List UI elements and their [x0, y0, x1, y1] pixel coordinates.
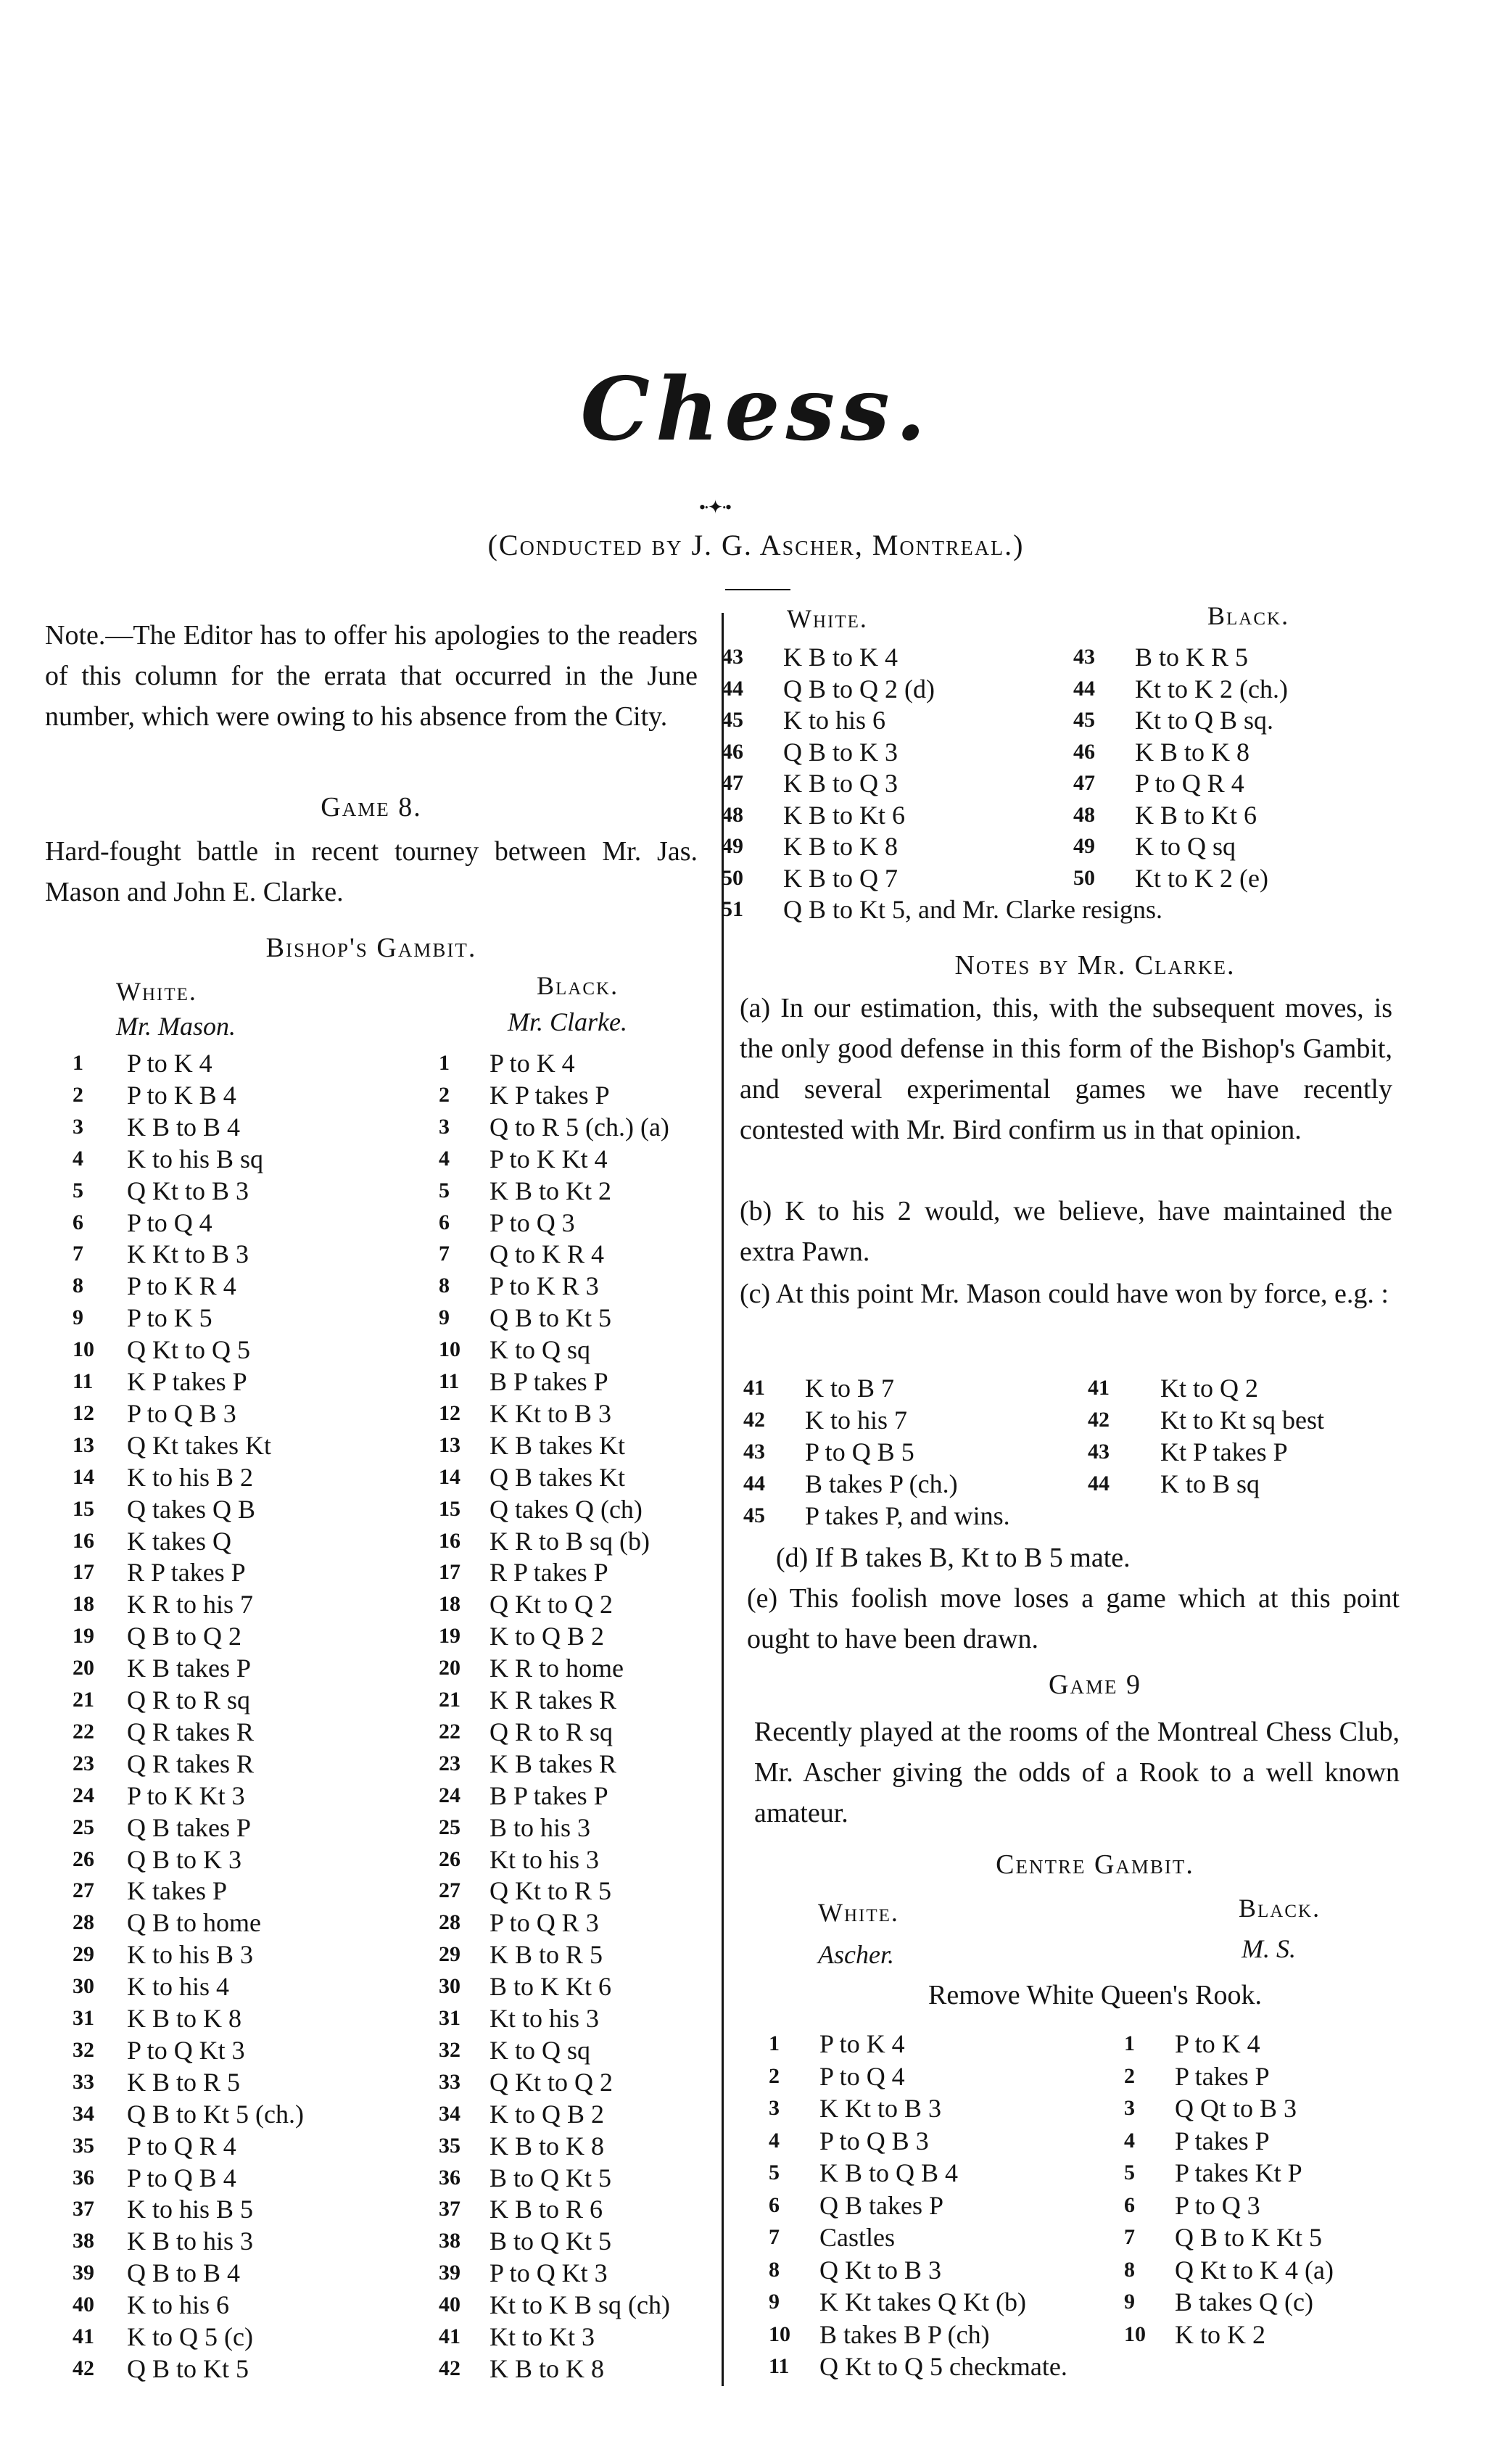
- move-number: 42: [73, 2356, 94, 2380]
- white-move: Q B to Q 2 (d): [783, 674, 935, 703]
- move-number: 40: [73, 2293, 94, 2317]
- white-move: Q R takes R: [127, 1749, 254, 1778]
- white-move: Q Kt to B 3: [127, 1176, 249, 1205]
- column-title: Chess.: [580, 358, 932, 461]
- white-move: K to B 7: [805, 1374, 895, 1403]
- game-8-intro: Hard-fought battle in recent tourney between Mr. Jas. Mason and John E. Clarke.: [45, 836, 698, 907]
- white-move: K to his 6: [783, 706, 886, 735]
- black-move: Kt P takes P: [1160, 1437, 1288, 1466]
- black-move: Q B to K Kt 5: [1175, 2223, 1323, 2252]
- move-number: 2: [73, 1082, 83, 1107]
- move-number: 49: [722, 834, 743, 858]
- black-move: P to K Kt 4: [489, 1144, 608, 1173]
- black-move: P to K 4: [1175, 2029, 1260, 2058]
- move-number: 11: [769, 2354, 790, 2378]
- white-move: P to Q B 5: [805, 1437, 914, 1466]
- move-number: 8: [439, 1274, 450, 1298]
- white-move: Q B to Q 2: [127, 1622, 242, 1651]
- black-move: Q Kt to Q 2: [489, 2067, 613, 2097]
- black-move: B P takes P: [489, 1780, 608, 1810]
- black-move: B takes Q (c): [1175, 2287, 1313, 2316]
- move-number: 12: [439, 1400, 460, 1425]
- white-move: P to K R 4: [127, 1271, 236, 1301]
- move-number: 13: [439, 1432, 460, 1457]
- move-number: 33: [439, 2069, 460, 2094]
- move-number: 5: [1124, 2161, 1135, 2184]
- move-number: 48: [722, 802, 743, 827]
- white-move: K to his 7: [805, 1406, 908, 1435]
- move-number: 41: [439, 2324, 460, 2348]
- move-number: 4: [1124, 2128, 1135, 2153]
- black-move: Kt to Kt sq best: [1160, 1406, 1325, 1435]
- move-number: 43: [1088, 1440, 1110, 1464]
- white-move: Q B to K 3: [127, 1844, 242, 1874]
- move-number: 3: [439, 1114, 450, 1139]
- move-number: 8: [1124, 2257, 1135, 2282]
- note-d: (d) If B takes B, Kt to B 5 mate.: [776, 1543, 1131, 1573]
- move-number: 10: [439, 1337, 460, 1362]
- white-move: K B to Q 7: [783, 863, 898, 893]
- black-move: P to Q 3: [1175, 2190, 1260, 2220]
- move-number: 50: [1073, 865, 1095, 890]
- move-number: 1: [769, 2031, 780, 2055]
- move-number: 36: [73, 2165, 94, 2190]
- game-8-black-player: Mr. Clarke.: [508, 1007, 627, 1036]
- white-move: K B to his 3: [127, 2227, 254, 2256]
- move-number: 1: [1124, 2031, 1135, 2055]
- move-number: 1: [73, 1051, 83, 1075]
- white-move: R P takes P: [127, 1558, 246, 1588]
- move-number: 30: [73, 1974, 94, 1999]
- game-9-white-player: Ascher.: [818, 1940, 894, 1969]
- move-number: 7: [1124, 2225, 1135, 2249]
- move-number: 41: [73, 2324, 94, 2348]
- game-9-white-label: White.: [818, 1898, 899, 1927]
- white-move: K B to Q B 4: [819, 2158, 959, 2187]
- white-move: Q R takes R: [127, 1717, 254, 1746]
- move-number: 32: [73, 2037, 94, 2062]
- move-number: 9: [1124, 2290, 1135, 2314]
- move-number: 38: [439, 2229, 460, 2253]
- move-number: 2: [769, 2063, 780, 2088]
- move-number: 9: [769, 2290, 780, 2314]
- black-move: Kt to K B sq (ch): [489, 2290, 670, 2320]
- move-number: 1: [439, 1051, 450, 1075]
- white-move: P to K B 4: [127, 1080, 236, 1110]
- white-move: K B takes P: [127, 1654, 251, 1683]
- move-number: 39: [73, 2261, 94, 2285]
- move-number: 14: [73, 1464, 94, 1489]
- move-number: 5: [73, 1178, 83, 1202]
- move-number: 43: [1073, 645, 1095, 669]
- move-number: 14: [439, 1464, 460, 1489]
- move-number: 4: [73, 1146, 83, 1171]
- black-move: Q B to Kt 5: [489, 1303, 612, 1333]
- white-move: K takes P: [127, 1876, 227, 1906]
- note-b: (b) K to his 2 would, we believe, have maintained the extra Pawn.: [740, 1196, 1392, 1267]
- white-move: Q B takes P: [819, 2190, 943, 2220]
- white-move: Q takes Q B: [127, 1494, 255, 1524]
- move-number: 6: [1124, 2192, 1135, 2217]
- move-number: 23: [73, 1751, 94, 1775]
- move-number: 40: [439, 2293, 460, 2317]
- black-move: P to Q Kt 3: [489, 2258, 608, 2288]
- black-move: P to K R 3: [489, 1271, 599, 1301]
- move-number: 9: [73, 1305, 83, 1330]
- white-move: P to Q 4: [819, 2061, 905, 2091]
- white-move: Q Kt to B 3: [819, 2255, 942, 2285]
- move-number: 39: [439, 2261, 460, 2285]
- move-number: 46: [722, 739, 743, 764]
- editor-note: Note.—The Editor has to offer his apologies to the readers of this column for the errata that occurred in the June number, which were owing to his absence from the City.: [45, 620, 698, 732]
- white-move: K B to Q 3: [783, 769, 898, 798]
- move-number: 26: [73, 1846, 94, 1871]
- move-number: 12: [73, 1400, 94, 1425]
- white-move: K to his B 5: [127, 2195, 254, 2224]
- move-number: 2: [1124, 2063, 1135, 2088]
- move-number: 6: [439, 1210, 450, 1234]
- black-move: Q Qt to B 3: [1175, 2094, 1297, 2123]
- black-move: Kt to Q 2: [1160, 1374, 1258, 1403]
- move-number: 28: [73, 1910, 94, 1935]
- move-number: 11: [439, 1369, 460, 1393]
- black-move: K Kt to B 3: [489, 1398, 612, 1428]
- game-9-moves: [769, 2028, 1465, 2390]
- move-number: 8: [769, 2257, 780, 2282]
- move-number: 22: [439, 1719, 460, 1744]
- move-number: 29: [73, 1942, 94, 1967]
- white-move: Q Kt to Q 5: [127, 1335, 250, 1365]
- black-move: Q to K R 4: [489, 1239, 605, 1269]
- move-number: 35: [73, 2133, 94, 2158]
- note-a: (a) In our estimation, this, with the subsequent moves, is the only good defense in this form of the Bishop's Gambit, and several experimental games we have recently contested with Mr. Bird confirm us in that opinion.: [740, 993, 1392, 1145]
- notes-heading: Notes by Mr. Clarke.: [954, 950, 1236, 981]
- move-number: 44: [743, 1472, 765, 1495]
- byline-rule: [725, 589, 790, 590]
- move-number: 8: [73, 1274, 83, 1298]
- white-move: B takes B P (ch): [819, 2319, 990, 2349]
- move-number: 27: [439, 1878, 460, 1903]
- move-number: 35: [439, 2133, 460, 2158]
- move-number: 23: [439, 1751, 460, 1775]
- black-move: K B to K 8: [489, 2353, 605, 2383]
- black-move: P to K 4: [489, 1049, 575, 1078]
- game-9-odds: Remove White Queen's Rook.: [928, 1980, 1262, 2010]
- white-move: K B to B 4: [127, 1112, 241, 1142]
- move-number: 24: [73, 1783, 94, 1807]
- game-9-opening: Centre Gambit.: [996, 1849, 1194, 1880]
- black-move: Q to R 5 (ch.) (a): [489, 1112, 669, 1142]
- white-move: P to K 5: [127, 1303, 212, 1333]
- move-number: 18: [73, 1592, 94, 1617]
- black-move: Kt to his 3: [489, 2004, 600, 2033]
- move-number: 43: [722, 645, 743, 669]
- move-number: 45: [722, 708, 743, 732]
- black-move: Q R to R sq: [489, 1717, 614, 1746]
- black-move: K B to R 5: [489, 1940, 603, 1970]
- move-number: 21: [439, 1688, 460, 1712]
- black-move: B to Q Kt 5: [489, 2227, 612, 2256]
- move-number: 29: [439, 1942, 460, 1967]
- move-number: 21: [73, 1688, 94, 1712]
- black-move: P to Q R 3: [489, 1908, 599, 1938]
- note-c-moves: [743, 1372, 1468, 1546]
- move-number: 44: [1088, 1472, 1110, 1495]
- move-number: 37: [73, 2197, 94, 2221]
- white-move: P to Q 4: [127, 1208, 212, 1237]
- move-number: 30: [439, 1974, 460, 1999]
- move-number: 44: [722, 676, 743, 701]
- white-move: Castles: [819, 2223, 895, 2252]
- move-number: 22: [73, 1719, 94, 1744]
- move-number: 2: [439, 1082, 450, 1107]
- game-8-white-player: Mr. Mason.: [116, 1012, 236, 1041]
- black-move: K R takes R: [489, 1685, 616, 1714]
- black-move: K B to Kt 2: [489, 1176, 612, 1205]
- move-number: 5: [439, 1178, 450, 1202]
- game-9-heading: Game 9: [1049, 1670, 1141, 1700]
- black-move: K B to K 8: [489, 2131, 605, 2161]
- move-number: 17: [73, 1560, 94, 1585]
- white-move: Q R to R sq: [127, 1685, 251, 1714]
- move-number: 45: [1073, 708, 1095, 732]
- white-move: Q Kt takes Kt: [127, 1430, 271, 1460]
- move-number: 50: [722, 865, 743, 890]
- black-move: Q Kt to R 5: [489, 1876, 612, 1906]
- white-move: K Kt to B 3: [127, 1239, 249, 1269]
- move-number: 7: [73, 1242, 83, 1266]
- black-move: K B takes R: [489, 1749, 616, 1778]
- move-number: 3: [1124, 2096, 1135, 2120]
- note-c: (c) At this point Mr. Mason could have won by force, e.g. :: [740, 1279, 1389, 1309]
- move-number: 37: [439, 2197, 460, 2221]
- black-move: K B to R 6: [489, 2195, 603, 2224]
- game-9-intro: Recently played at the rooms of the Montreal Chess Club, Mr. Ascher giving the odds of a Rook to a well known amateur.: [754, 1717, 1400, 1828]
- black-move: P takes P: [1175, 2061, 1270, 2091]
- white-move: B takes P (ch.): [805, 1469, 958, 1498]
- move-number: 10: [1124, 2322, 1146, 2346]
- black-move: Q Kt to K 4 (a): [1175, 2255, 1334, 2285]
- move-number: 7: [769, 2225, 780, 2249]
- black-move: Q Kt to Q 2: [489, 1590, 613, 1619]
- black-move: R P takes P: [489, 1558, 608, 1588]
- move-number: 24: [439, 1783, 460, 1807]
- move-number: 41: [1088, 1376, 1110, 1400]
- move-number: 20: [439, 1656, 460, 1680]
- ornament-divider: •·✦·•: [698, 497, 730, 518]
- move-number: 3: [73, 1114, 83, 1139]
- move-number: 34: [73, 2101, 94, 2126]
- black-move: K P takes P: [489, 1080, 610, 1110]
- black-move: Kt to Kt 3: [489, 2322, 595, 2351]
- move-number: 9: [439, 1305, 450, 1330]
- move-number: 13: [73, 1432, 94, 1457]
- move-number: 33: [73, 2069, 94, 2094]
- move-number: 17: [439, 1560, 460, 1585]
- white-move: P to Q B 3: [819, 2126, 929, 2155]
- move-number: 42: [1088, 1408, 1110, 1432]
- black-move: K R to home: [489, 1654, 624, 1683]
- white-move: K to his 4: [127, 1972, 230, 2002]
- move-number: 7: [439, 1242, 450, 1266]
- move-number: 19: [439, 1624, 460, 1648]
- black-move: B to Q Kt 5: [489, 2163, 612, 2192]
- white-move: K R to his 7: [127, 1590, 254, 1619]
- black-move: Kt to K 2 (ch.): [1135, 674, 1288, 703]
- white-move: Q B to home: [127, 1908, 261, 1938]
- white-move: K to his B 2: [127, 1462, 254, 1492]
- move-number: 47: [722, 771, 743, 795]
- game-9-black-label: Black.: [1239, 1894, 1321, 1923]
- move-number: 11: [73, 1369, 94, 1393]
- game-8-white-label: White.: [116, 977, 197, 1006]
- black-move: K B to Kt 6: [1135, 800, 1257, 830]
- game-8-continuation-black-label: Black.: [1207, 601, 1290, 630]
- black-move: K to Q B 2: [489, 1622, 605, 1651]
- move-number: 16: [439, 1528, 460, 1553]
- move-number: 18: [439, 1592, 460, 1617]
- move-number: 48: [1073, 802, 1095, 827]
- white-move: K P takes P: [127, 1367, 247, 1396]
- white-move: P to K 4: [819, 2029, 905, 2058]
- white-move: Q B to Kt 5 (ch.): [127, 2099, 304, 2129]
- game-8-moves: [73, 1047, 718, 2411]
- move-number: 5: [769, 2161, 780, 2184]
- black-move: P to Q 3: [489, 1208, 575, 1237]
- black-move: B P takes P: [489, 1367, 608, 1396]
- game-8-continuation-white-label: White.: [787, 604, 868, 633]
- black-move: K to Q sq: [489, 2035, 591, 2065]
- white-move: Q B takes P: [127, 1812, 251, 1842]
- black-move: B to his 3: [489, 1812, 591, 1842]
- black-move: K to Q B 2: [489, 2099, 605, 2129]
- game-8-black-label: Black.: [537, 971, 619, 1000]
- white-move: K B to R 5: [127, 2067, 241, 2097]
- white-move: K to his B 3: [127, 1940, 254, 1970]
- move-number: 4: [769, 2128, 780, 2153]
- white-move: P to K Kt 3: [127, 1780, 245, 1810]
- white-move: K B to K 8: [783, 832, 898, 861]
- black-move: Kt to his 3: [489, 1844, 600, 1874]
- move-number: 38: [73, 2229, 94, 2253]
- black-move: P takes P: [1175, 2126, 1270, 2155]
- move-number: 10: [769, 2322, 790, 2346]
- black-move: Q takes Q (ch): [489, 1494, 643, 1524]
- move-number: 6: [73, 1210, 83, 1234]
- white-move: P to Q B 4: [127, 2163, 236, 2192]
- move-number: 42: [743, 1408, 765, 1432]
- white-move: Q Kt to Q 5 checkmate.: [819, 2352, 1067, 2381]
- move-number: 25: [439, 1815, 460, 1839]
- move-number: 31: [73, 2006, 94, 2030]
- black-move: P takes Kt P: [1175, 2158, 1302, 2187]
- move-number: 16: [73, 1528, 94, 1553]
- white-move: P to Q R 4: [127, 2131, 236, 2161]
- black-move: Q B takes Kt: [489, 1462, 625, 1492]
- move-number: 15: [439, 1496, 460, 1521]
- move-number: 51: [722, 897, 743, 921]
- white-move: K Kt to B 3: [819, 2094, 942, 2123]
- move-number: 49: [1073, 834, 1095, 858]
- white-move: P to Q B 3: [127, 1398, 236, 1428]
- white-move: K B to Kt 6: [783, 800, 906, 830]
- black-move: K to Q sq: [1135, 832, 1236, 861]
- move-number: 15: [73, 1496, 94, 1521]
- white-move: Q B to K 3: [783, 737, 898, 767]
- move-number: 31: [439, 2006, 460, 2030]
- black-move: K to B sq: [1160, 1469, 1260, 1498]
- move-number: 19: [73, 1624, 94, 1648]
- move-number: 44: [1073, 676, 1095, 701]
- move-number: 34: [439, 2101, 460, 2126]
- move-number: 28: [439, 1910, 460, 1935]
- move-number: 4: [439, 1146, 450, 1171]
- move-number: 36: [439, 2165, 460, 2190]
- move-number: 10: [73, 1337, 94, 1362]
- byline: (Conducted by J. G. Ascher, Montreal.): [487, 529, 1025, 561]
- game-9-black-player: M. S.: [1242, 1934, 1296, 1963]
- move-number: 3: [769, 2096, 780, 2120]
- black-move: K B takes Kt: [489, 1430, 625, 1460]
- game-8-opening: Bishop's Gambit.: [265, 933, 477, 963]
- move-number: 41: [743, 1376, 765, 1400]
- white-move: K B to K 4: [783, 643, 898, 672]
- note-e: (e) This foolish move loses a game which at this point ought to have been drawn.: [747, 1583, 1400, 1654]
- black-move: Kt to Q B sq.: [1135, 706, 1274, 735]
- black-move: K B to K 8: [1135, 737, 1250, 767]
- white-move: Q B to Kt 5, and Mr. Clarke resigns.: [783, 895, 1162, 924]
- move-number: 32: [439, 2037, 460, 2062]
- black-move: K to Q sq: [489, 1335, 591, 1365]
- move-number: 43: [743, 1440, 765, 1464]
- move-number: 45: [743, 1503, 765, 1527]
- black-move: K to K 2: [1175, 2319, 1265, 2349]
- game-8-heading: Game 8.: [321, 792, 422, 822]
- white-move: P to K 4: [127, 1049, 212, 1078]
- white-move: K Kt takes Q Kt (b): [819, 2287, 1026, 2316]
- white-move: K to his 6: [127, 2290, 230, 2320]
- white-move: K to his B sq: [127, 1144, 264, 1173]
- white-move: P takes P, and wins.: [805, 1501, 1010, 1530]
- black-move: Kt to K 2 (e): [1135, 863, 1268, 893]
- move-number: 25: [73, 1815, 94, 1839]
- black-move: B to K R 5: [1135, 643, 1249, 672]
- white-move: P to Q Kt 3: [127, 2035, 245, 2065]
- move-number: 6: [769, 2192, 780, 2217]
- move-number: 46: [1073, 739, 1095, 764]
- black-move: B to K Kt 6: [489, 1972, 612, 2002]
- move-number: 27: [73, 1878, 94, 1903]
- move-number: 47: [1073, 771, 1095, 795]
- game-8-continuation-moves: [722, 641, 1468, 931]
- move-number: 42: [439, 2356, 460, 2380]
- white-move: K B to K 8: [127, 2004, 242, 2033]
- black-move: K R to B sq (b): [489, 1526, 650, 1556]
- move-number: 20: [73, 1656, 94, 1680]
- white-move: Q B to Kt 5: [127, 2353, 249, 2383]
- white-move: K to Q 5 (c): [127, 2322, 253, 2351]
- move-number: 26: [439, 1846, 460, 1871]
- white-move: Q B to B 4: [127, 2258, 241, 2288]
- black-move: P to Q R 4: [1135, 769, 1244, 798]
- white-move: K takes Q: [127, 1526, 231, 1556]
